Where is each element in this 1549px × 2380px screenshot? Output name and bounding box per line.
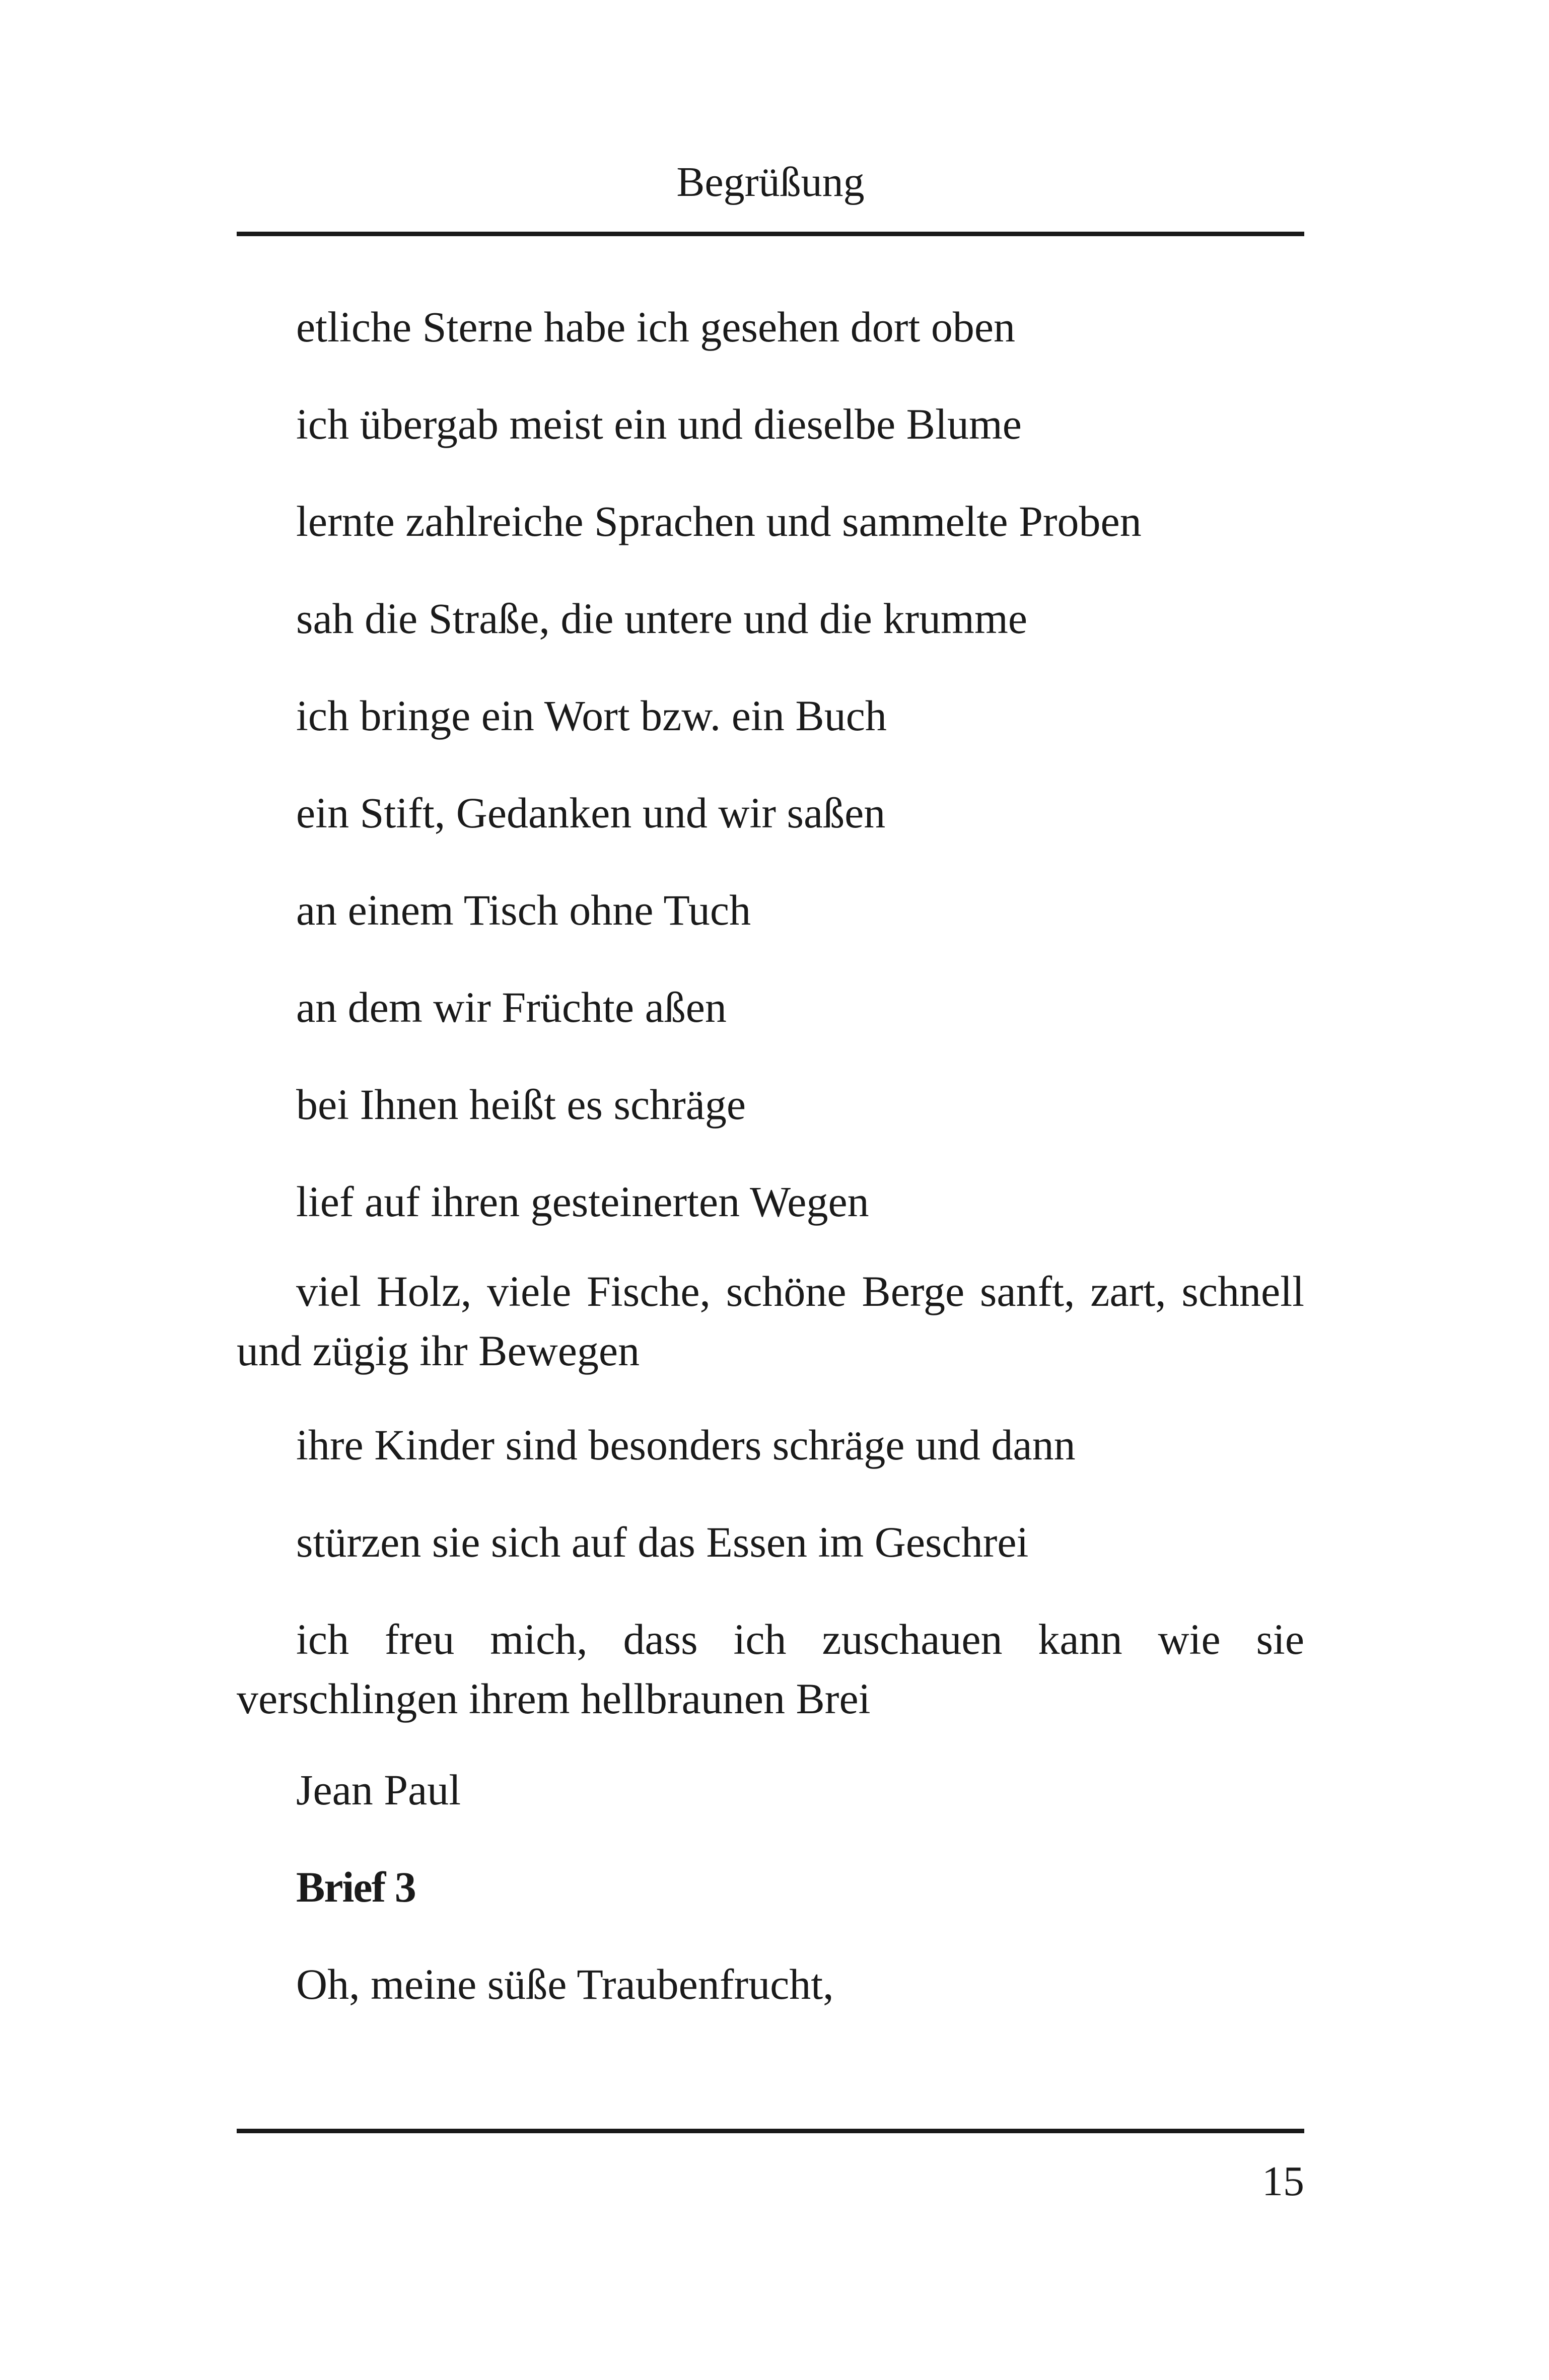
text-line: sah die Straße, die untere und die krumme bbox=[296, 594, 1028, 643]
text-line: an dem wir Früchte aßen bbox=[296, 983, 727, 1031]
text-paragraph: ich freu mich, dass ich zuschauen kann wie sie verschlingen ihrem hellbraunen Brei bbox=[237, 1615, 1304, 1723]
text-line: stürzen sie sich auf das Essen im Geschrei bbox=[296, 1518, 1029, 1566]
section-heading: Brief 3 bbox=[296, 1863, 415, 1911]
text-paragraph: viel Holz, viele Fische, schöne Berge sanft, zart, schnell und zügig ihr Bewegen bbox=[237, 1267, 1304, 1375]
text-line: ich bringe ein Wort bzw. ein Buch bbox=[296, 691, 887, 740]
text-line: ich übergab meist ein und dieselbe Blume bbox=[296, 400, 1022, 448]
text-line: bei Ihnen heißt es schräge bbox=[296, 1080, 746, 1129]
text-line: lernte zahlreiche Sprachen und sammelte Proben bbox=[296, 497, 1142, 545]
page-number: 15 bbox=[1262, 2158, 1304, 2205]
text-line: lief auf ihren gesteinerten Wegen bbox=[296, 1177, 869, 1226]
text-line: an einem Tisch ohne Tuch bbox=[296, 886, 751, 934]
text-line: etliche Sterne habe ich gesehen dort oben bbox=[296, 303, 1015, 351]
footer-rule bbox=[237, 2129, 1304, 2133]
text-line: Oh, meine süße Traubenfrucht, bbox=[296, 1960, 834, 2008]
header-rule bbox=[237, 232, 1304, 236]
text-line: ein Stift, Gedanken und wir saßen bbox=[296, 789, 886, 837]
running-header: Begrüßung bbox=[676, 159, 865, 205]
signature-line: Jean Paul bbox=[296, 1766, 461, 1814]
text-line: ihre Kinder sind besonders schräge und dann bbox=[296, 1421, 1076, 1469]
